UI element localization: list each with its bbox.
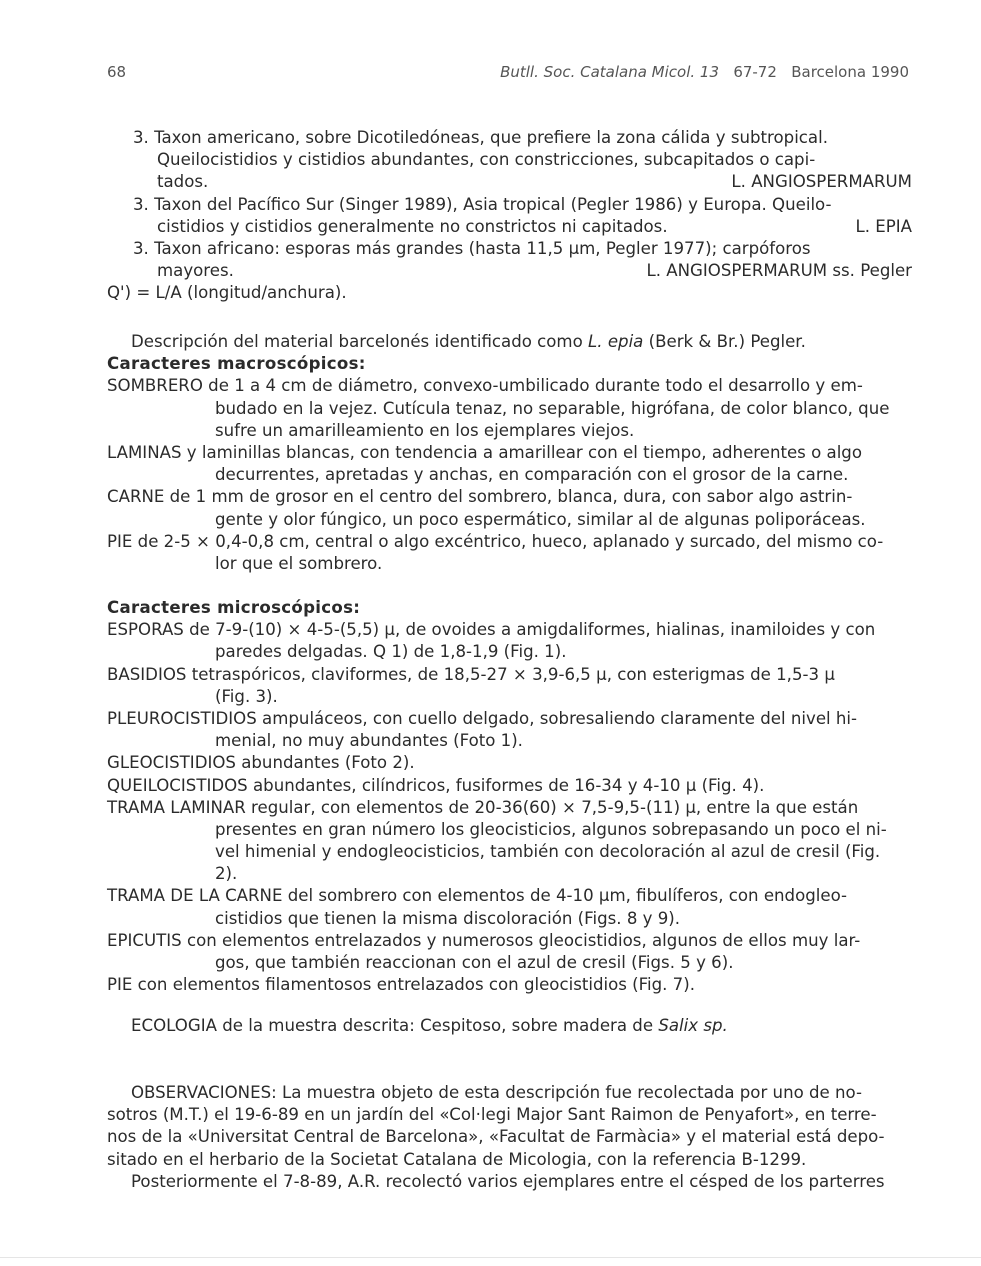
journal-city-year: Barcelona 1990 <box>791 63 909 81</box>
key-line: 3. Taxon africano: esporas más grandes (hasta 11,5 µm, Pegler 1977); carpóforos <box>133 238 811 258</box>
macro-entry-line: decurrentes, apretadas y anchas, en comparación con el grosor de la carne. <box>215 465 849 485</box>
description-intro: Descripción del material barcelonés identificado como L. epia (Berk & Br.) Pegler. <box>131 332 806 351</box>
macro-entry-line: sufre un amarilleamiento en los ejemplares viejos. <box>215 420 635 440</box>
macro-heading: Caracteres macroscópicos: <box>107 354 366 374</box>
micro-entry-line: presentes en gran número los gleocisticios, algunos sobrepasando un poco el ni- <box>215 819 887 839</box>
journal-pages: 67-72 <box>733 63 777 81</box>
key-line: cistidios y cistidios generalmente no constrictos ni capitados. L. EPIA <box>107 216 912 238</box>
host-species: Salix sp. <box>658 1016 728 1035</box>
micro-entry-line: vel himenial y endogleocisticios, también con decoloración al azul de cresil (Fig. <box>215 842 881 862</box>
macro-entry-line: lor que el sombrero. <box>215 553 383 573</box>
key-taxon-tag: L. ANGIOSPERMARUM <box>731 172 912 192</box>
ecologia-paragraph: ECOLOGIA de la muestra descrita: Cespitoso, sobre madera de Salix sp. <box>131 1016 728 1035</box>
key-taxon-tag: L. ANGIOSPERMARUM ss. Pegler <box>646 261 912 281</box>
identification-key <box>107 127 912 305</box>
page-number: 68 <box>107 63 127 81</box>
q-footnote: Q') = L/A (longitud/anchura). <box>107 283 347 303</box>
macro-entry-line: budado en la vejez. Cutícula tenaz, no separable, higrófana, de color blanco, que <box>215 398 890 418</box>
micro-entry-line: cistidios que tienen la misma discoloración (Figs. 8 y 9). <box>215 908 681 928</box>
micro-entry-line: TRAMA DE LA CARNE del sombrero con elementos de 4-10 µm, fibulíferos, con endogleo- <box>107 886 848 906</box>
micro-section <box>107 597 912 996</box>
key-line: tados. L. ANGIOSPERMARUM <box>107 171 912 193</box>
micro-entry-line: PIE con elementos filamentosos entrelazados con gleocistidios (Fig. 7). <box>107 975 695 995</box>
key-taxon-tag: L. EPIA <box>855 216 912 236</box>
journal-name: Butll. Soc. Catalana Micol. 13 <box>500 63 719 81</box>
species-name: L. epia <box>588 332 644 351</box>
obs-line: sitado en el herbario de la Societat Catalana de Micologia, con la referencia B-1299. <box>107 1149 807 1169</box>
observaciones-paragraph <box>107 1082 912 1193</box>
obs-line: nos de la «Universitat Central de Barcelona», «Facultat de Farmàcia» y el material está depo- <box>107 1127 885 1147</box>
micro-entry-line: menial, no muy abundantes (Foto 1). <box>215 731 523 751</box>
key-line: 3. Taxon del Pacífico Sur (Singer 1989), Asia tropical (Pegler 1986) y Europa. Queilo- <box>133 194 832 214</box>
micro-entry-line: ESPORAS de 7-9-(10) × 4-5-(5,5) µ, de ovoides a amigdaliformes, hialinas, inamiloides y con <box>107 620 876 640</box>
running-header <box>500 63 909 81</box>
scan-edge-divider <box>0 1257 981 1258</box>
obs-line: OBSERVACIONES: La muestra objeto de esta descripción fue recolectada por uno de no- <box>131 1083 862 1102</box>
micro-entry-line: (Fig. 3). <box>215 686 278 706</box>
key-line: mayores. L. ANGIOSPERMARUM ss. Pegler <box>107 260 912 282</box>
micro-heading: Caracteres microscópicos: <box>107 598 361 617</box>
key-line: 3. Taxon americano, sobre Dicotiledóneas, que prefiere la zona cálida y subtropical. <box>133 128 828 147</box>
micro-entry-line: 2). <box>215 864 238 884</box>
micro-entry-line: TRAMA LAMINAR regular, con elementos de 20-36(60) × 7,5-9,5-(11) µ, entre la que están <box>107 797 859 817</box>
obs-line: sotros (M.T.) el 19-6-89 en un jardín del «Col·legi Major Sant Raimon de Penyafort», en terre- <box>107 1105 877 1125</box>
macro-entry-line: gente y olor fúngico, un poco espermático, similar al de algunas poliporáceas. <box>215 509 866 529</box>
micro-entry-line: QUEILOCISTIDOS abundantes, cilíndricos, fusiformes de 16-34 y 4-10 µ (Fig. 4). <box>107 775 765 795</box>
micro-entry-line: BASIDIOS tetraspóricos, claviformes, de 18,5-27 × 3,9-6,5 µ, con esterigmas de 1,5-3 µ <box>107 664 835 684</box>
micro-entry-line: PLEUROCISTIDIOS ampuláceos, con cuello delgado, sobresaliendo claramente del nivel hi- <box>107 708 858 728</box>
key-line: Queilocistidios y cistidios abundantes, con constricciones, subcapitados o capi- <box>157 150 816 170</box>
micro-entry-line: EPICUTIS con elementos entrelazados y numerosos gleocistidios, algunos de ellos muy lar- <box>107 930 861 950</box>
micro-entry-line: paredes delgadas. Q 1) de 1,8-1,9 (Fig. 1). <box>215 642 567 662</box>
obs-line: Posteriormente el 7-8-89, A.R. recolectó varios ejemplares entre el césped de los parterres <box>131 1171 885 1191</box>
micro-entry-line: GLEOCISTIDIOS abundantes (Foto 2). <box>107 753 415 773</box>
macro-entry-line: PIE de 2-5 × 0,4-0,8 cm, central o algo excéntrico, hueco, aplanado y surcado, del mismo co- <box>107 531 884 551</box>
macro-entry-line: LAMINAS y laminillas blancas, con tendencia a amarillear con el tiempo, adherentes o algo <box>107 442 862 462</box>
macro-section <box>107 331 912 575</box>
macro-entry-line: CARNE de 1 mm de grosor en el centro del sombrero, blanca, dura, con sabor algo astrin- <box>107 487 853 507</box>
micro-entry-line: gos, que también reaccionan con el azul de cresil (Figs. 5 y 6). <box>215 953 734 972</box>
macro-entry-line: SOMBRERO de 1 a 4 cm de diámetro, convexo-umbilicado durante todo el desarrollo y em- <box>107 376 863 396</box>
